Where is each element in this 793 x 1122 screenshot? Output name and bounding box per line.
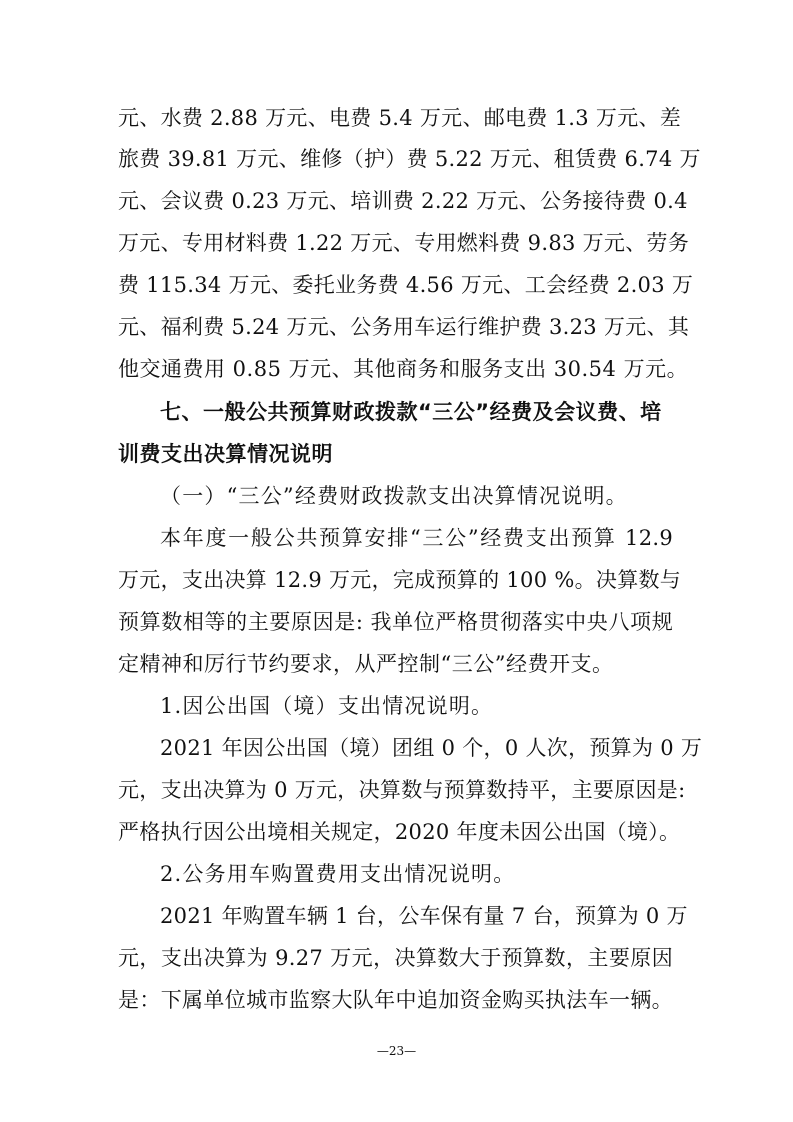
paragraph-line: 严格执行因公出境相关规定，2020 年度未因公出国（境）。 <box>118 820 681 844</box>
subsection-heading: （一）“三公”经费财政拨款支出决算情况说明。 <box>160 484 628 508</box>
paragraph-line: 费 115.34 万元、委托业务费 4.56 万元、工会经费 2.03 万 <box>118 273 694 297</box>
section-heading: 七、一般公共预算财政拨款“三公”经费及会议费、培 <box>160 400 662 424</box>
paragraph-line: 2021 年购置车辆 1 台，公车保有量 7 台，预算为 0 万 <box>160 904 688 928</box>
page-number: —23— <box>376 1044 417 1058</box>
paragraph-line: 旅费 39.81 万元、维修（护）费 5.22 万元、租赁费 6.74 万 <box>118 147 701 171</box>
section-heading-continued: 训费支出决算情况说明 <box>118 442 333 466</box>
paragraph-line: 元，支出决算为 0 万元，决算数与预算数持平，主要原因是: <box>118 778 686 802</box>
paragraph-line: 元，支出决算为 9.27 万元，决算数大于预算数，主要原因 <box>118 946 673 970</box>
paragraph-line: 元、水费 2.88 万元、电费 5.4 万元、邮电费 1.3 万元、差 <box>118 106 682 130</box>
paragraph-line: 万元、专用材料费 1.22 万元、专用燃料费 9.83 万元、劳务 <box>118 231 690 255</box>
paragraph-line: 本年度一般公共预算安排“三公”经费支出预算 12.9 <box>160 526 673 550</box>
item-heading: 1.因公出国（境）支出情况说明。 <box>160 694 494 718</box>
item-heading: 2.公务用车购置费用支出情况说明。 <box>160 862 516 886</box>
paragraph-line: 是：下属单位城市监察大队年中追加资金购买执法车一辆。 <box>118 988 673 1012</box>
paragraph-line: 2021 年因公出国（境）团组 0 个，0 人次，预算为 0 万 <box>160 736 703 760</box>
paragraph-line: 他交通费用 0.85 万元、其他商务和服务支出 30.54 万元。 <box>118 357 689 381</box>
paragraph-line: 定精神和厉行节约要求，从严控制“三公”经费开支。 <box>118 652 614 676</box>
paragraph-line: 元、福利费 5.24 万元、公务用车运行维护费 3.23 万元、其 <box>118 315 690 339</box>
paragraph-line: 预算数相等的主要原因是: 我单位严格贯彻落实中央八项规 <box>118 610 673 634</box>
paragraph-line: 万元，支出决算 12.9 万元，完成预算的 100 %。决算数与 <box>118 568 682 592</box>
paragraph-line: 元、会议费 0.23 万元、培训费 2.22 万元、公务接待费 0.4 <box>118 189 688 213</box>
